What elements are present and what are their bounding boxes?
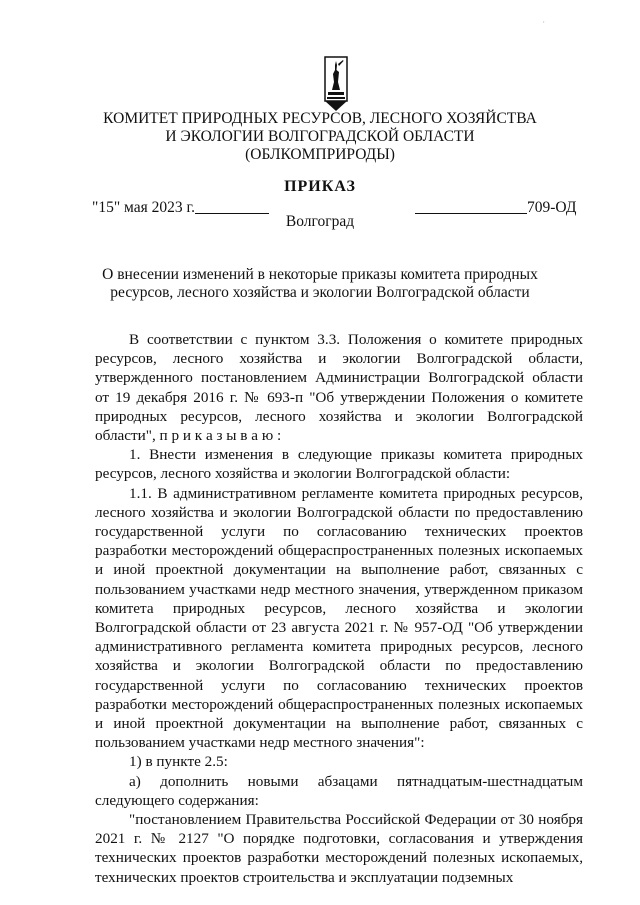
org-name-line3: (ОБЛКОМПРИРОДЫ) xyxy=(245,146,395,163)
corner-mark: · xyxy=(542,18,545,27)
body-paragraph: "постановлением Правительства Российской Федерации от 30 ноября 2021 г. № 2127 "О порядке подготовки, согласования и утверждения технических проектов разработки месторождений полезных ископаемых, технических проектов строительства и эксплуатации подземных xyxy=(95,811,583,886)
coat-of-arms-emblem xyxy=(324,56,348,112)
subject-line2: ресурсов, лесного хозяйства и экологии Волгоградской области xyxy=(110,284,530,301)
body-paragraph: 1) в пункте 2.5: xyxy=(129,753,228,771)
body-paragraph: В соответствии с пунктом 3.3. Положения о комитете природных ресурсов, лесного хозяйства и экологии Волгоградской области, утвержденного постановлением Администрации Волгоградской области от 19 декабря 2016 г. № 693-п "Об утверждении Положения о комитете природных ресурсов, лесного хозяйства и экологии Волгоградской области", п р и к а з ы в а ю : xyxy=(95,331,583,445)
body-paragraph: 1.1. В административном регламенте комитета природных ресурсов, лесного хозяйства и экологии Волгоградской области по предоставлению государственной услуги по согласованию технических проектов разработки месторождений общераспространенных полезных ископаемых и иной проектной документации на выполнение работ, связанных с пользованием участками недр местного значения, утвержденном приказом комитета природных ресурсов, лесного хозяйства и экологии Волгоградской области от 23 августа 2021 г. № 957-ОД "Об утверждении административного регламента комитета природных ресурсов, лесного хозяйства и экологии Волгоградской области по предоставлению государственной услуги по согласованию технических проектов разработки месторождений общераспространенных полезных ископаемых и иной проектной документации на выполнение работ, связанных с пользованием участками недр местного значения": xyxy=(95,484,583,752)
document-body xyxy=(95,330,583,887)
body-paragraph: 1. Внести изменения в следующие приказы комитета природных ресурсов, лесного хозяйства и экологии Волгоградской области: xyxy=(95,446,583,483)
document-date: "15" мая 2023 г. xyxy=(92,199,195,216)
body-paragraph: а) дополнить новыми абзацами пятнадцатым-шестнадцатым следующего содержания: xyxy=(95,772,583,809)
document-type: ПРИКАЗ xyxy=(284,178,356,195)
org-name-line1: КОМИТЕТ ПРИРОДНЫХ РЕСУРСОВ, ЛЕСНОГО ХОЗЯЙСТВА xyxy=(103,110,537,127)
org-name-line2: И ЭКОЛОГИИ ВОЛГОГРАДСКОЙ ОБЛАСТИ xyxy=(165,128,475,145)
subject-line1: О внесении изменений в некоторые приказы комитета природных xyxy=(102,266,538,283)
document-number: 709-ОД xyxy=(527,199,577,216)
document-city: Волгоград xyxy=(285,213,355,230)
